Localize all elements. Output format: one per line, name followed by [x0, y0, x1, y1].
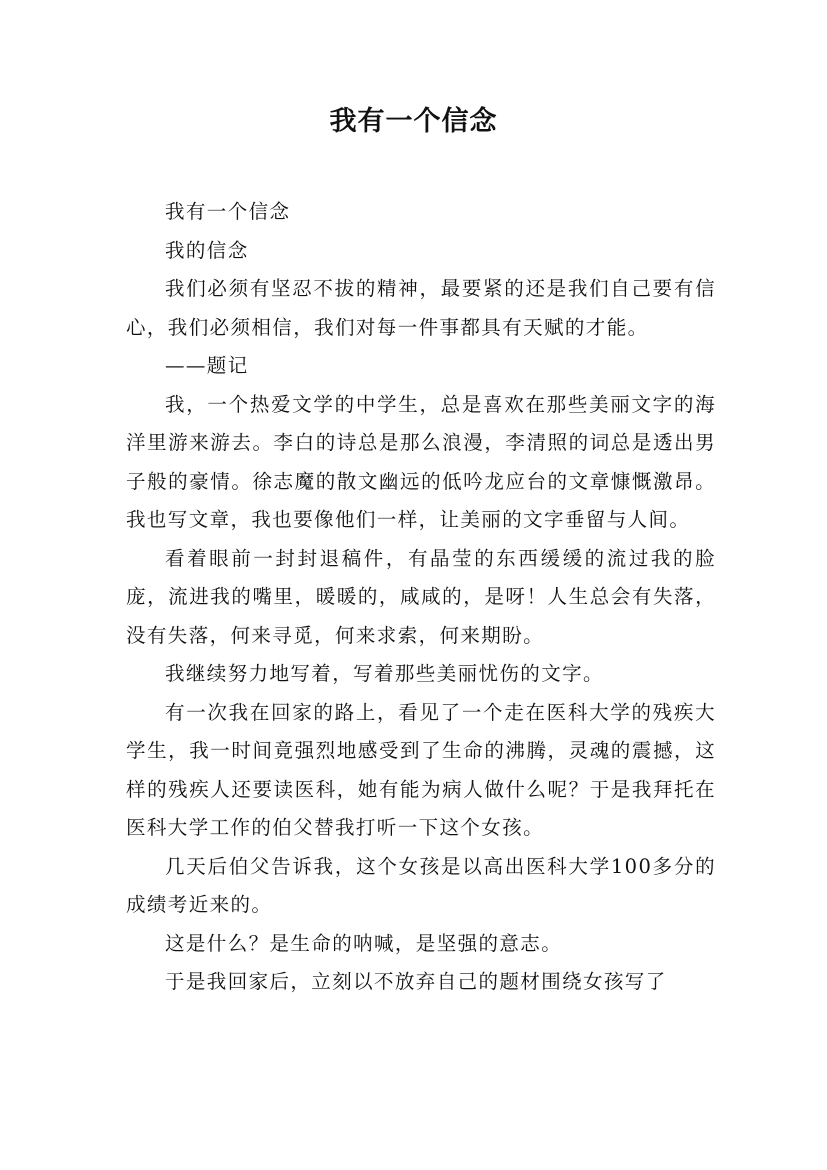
paragraph: 看着眼前一封封退稿件，有晶莹的东西缓缓的流过我的脸庞，流进我的嘴里，暖暖的，咸咸的，是呀！人生总会有失落，没有失落，何来寻觅，何来求索，何来期盼。 — [126, 546, 716, 647]
paragraph: 这是什么？是生命的呐喊，是坚强的意志。 — [165, 931, 563, 955]
paragraph: 我有一个信念 — [165, 200, 291, 223]
paragraph: 我，一个热爱文学的中学生，总是喜欢在那些美丽文字的海洋里游来游去。李白的诗总是那么浪漫，李清照的词总是透出男子般的豪情。徐志魔的散文幽远的低吟龙应台的文章慷慨激昂。我也写文章，我也要像他们一样，让美丽的文字垂留与人间。 — [126, 392, 716, 531]
paragraph: 我们必须有坚忍不拔的精神，最要紧的还是我们自己要有信心，我们必须相信，我们对每一件事都具有天赋的才能。 — [126, 277, 716, 339]
document-title: 我有一个信念 — [329, 106, 498, 137]
paragraph: 几天后伯父告诉我，这个女孩是以高出医科大学100多分的成绩考近来的。 — [126, 854, 716, 916]
paragraph: 于是我回家后，立刻以不放弃自己的题材围绕女孩写了 — [165, 970, 667, 993]
paragraph: 有一次我在回家的路上，看见了一个走在医科大学的残疾大学生，我一时间竟强烈地感受到了生命的沸腾，灵魂的震撼，这样的残疾人还要读医科，她有能为病人做什么呢？于是我拜托在医科大学工作的伯父替我打听一下这个女孩。 — [126, 700, 716, 839]
epigraph-attribution: ——题记 — [165, 354, 249, 377]
paragraph: 我继续努力地写着，写着那些美丽忧伤的文字。 — [165, 662, 604, 685]
paragraph: 我的信念 — [165, 238, 249, 262]
document-body — [126, 193, 716, 1002]
